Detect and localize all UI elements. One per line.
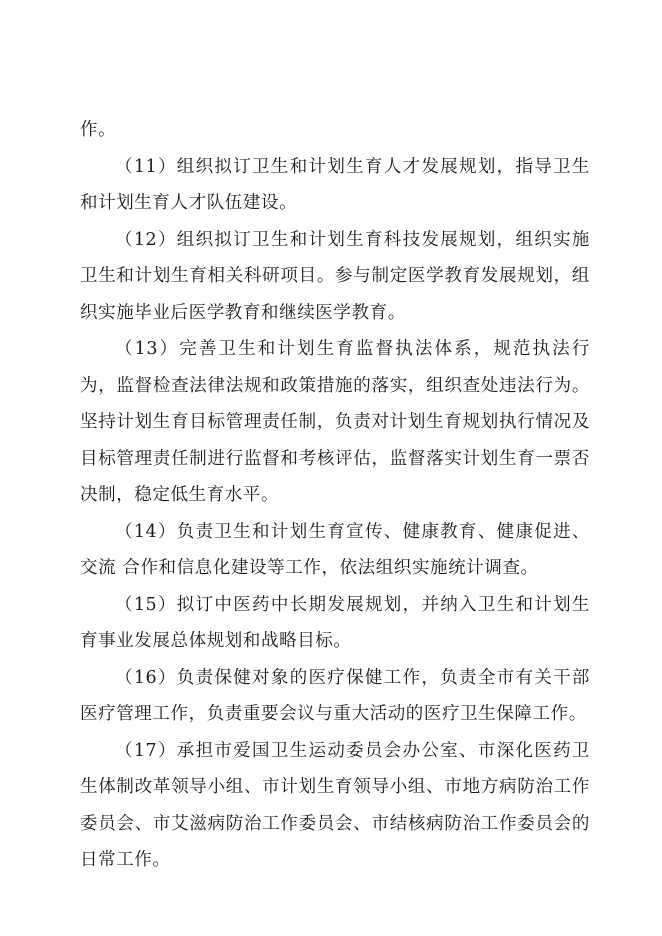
- document-body: [80, 112, 590, 879]
- paragraph-item-14: （14）负责卫生和计划生育宣传、健康教育、健康促进、交流 合作和信息化建设等工作，依法组织实施统计调查。: [80, 521, 590, 578]
- paragraph-item-12: （12）组织拟订卫生和计划生育科技发展规划，组织实施卫生和计划生育相关科研项目。参与制定医学教育发展规划，组织实施毕业后医学教育和继续医学教育。: [80, 229, 590, 323]
- paragraph-item-11: （11）组织拟订卫生和计划生育人才发展规划，指导卫生和计划生育人才队伍建设。: [80, 156, 590, 213]
- paragraph-item-17: （17）承担市爱国卫生运动委员会办公室、市深化医药卫生体制改革领导小组、市计划生育领导小组、市地方病防治工作委员会、市艾滋病防治工作委员会、市结核病防治工作委员会的日常工作。: [80, 740, 590, 870]
- paragraph-continuation: 作。: [80, 120, 117, 140]
- paragraph-item-16: （16）负责保健对象的医疗保健工作，负责全市有关干部医疗管理工作，负责重要会议与重大活动的医疗卫生保障工作。: [80, 667, 590, 724]
- paragraph-item-13: （13）完善卫生和计划生育监督执法体系，规范执法行为，监督检查法律法规和政策措施的落实，组织查处违法行为。坚持计划生育目标管理责任制，负责对计划生育规划执行情况及目标管理责任制进行监督和考核评估，监督落实计划生育一票否决制，稳定低生育水平。: [80, 339, 590, 505]
- paragraph-item-15: （15）拟订中医药中长期发展规划，并纳入卫生和计划生育事业发展总体规划和战略目标。: [80, 594, 590, 651]
